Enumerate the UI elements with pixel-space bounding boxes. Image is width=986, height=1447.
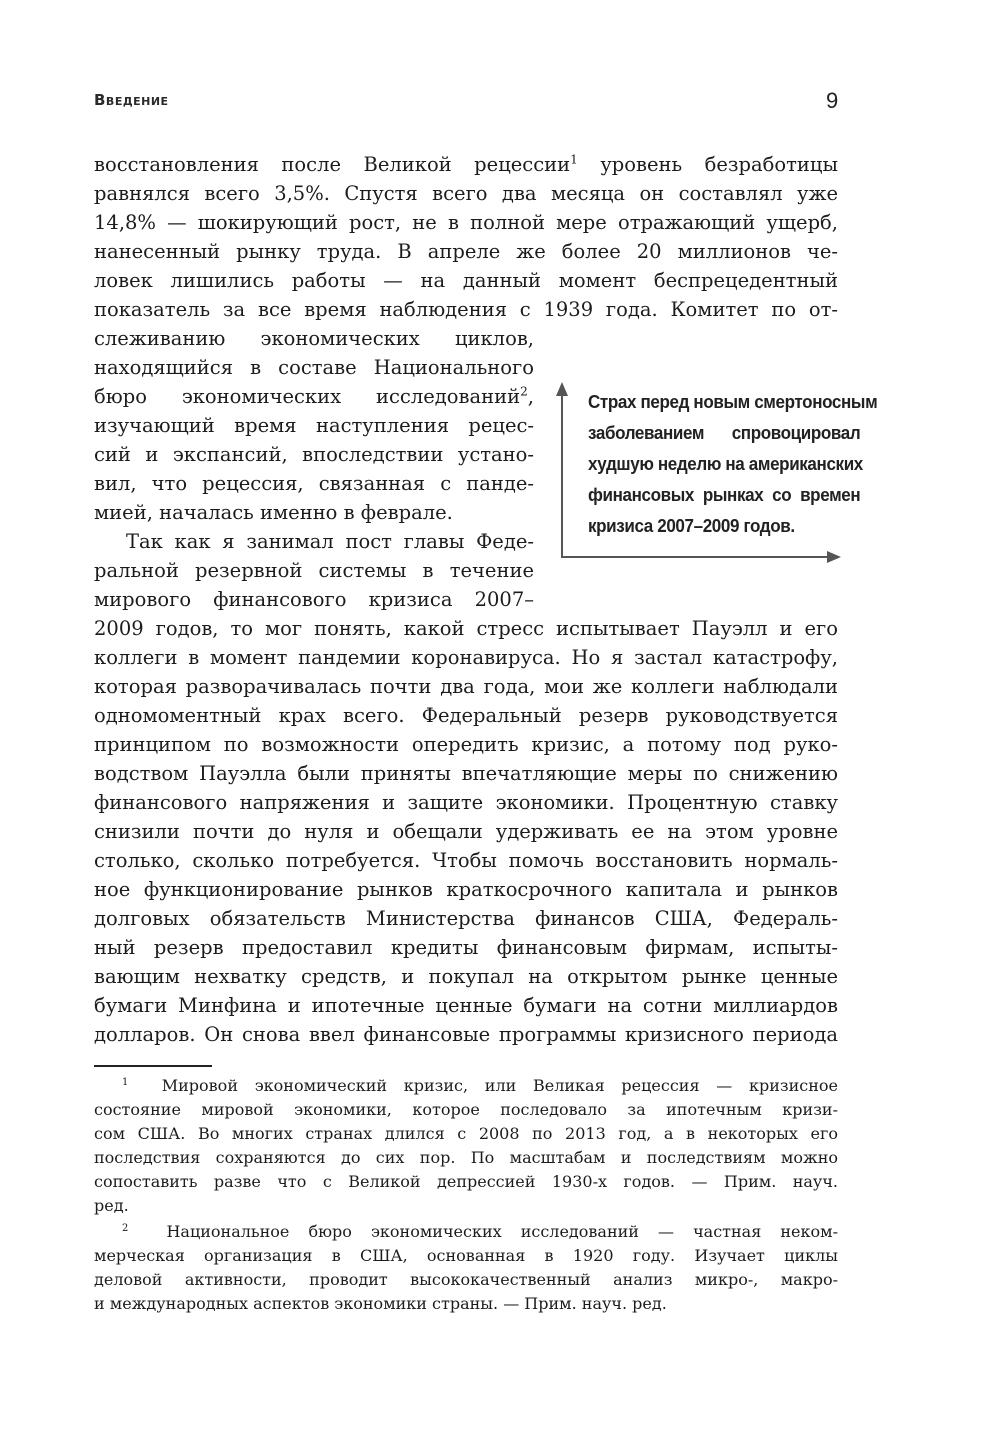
footnote-1-marker: 1: [122, 1076, 129, 1088]
body-line: ный резерв предоставил кредиты финансовым фирмам, испыты-: [94, 936, 838, 959]
pull-quote-line: финансовых рынках со времен: [588, 484, 861, 505]
arrow-up-icon: [556, 382, 568, 396]
pull-quote-vertical-bar: [561, 395, 563, 557]
footnote-1-line: состояние мировой экономики, которое последовало за ипотечным кризи-: [94, 1100, 838, 1119]
body-line: ное функционирование рынков краткосрочного капитала и рынков: [94, 878, 838, 901]
body-line: принципом по возможности опередить кризис, а потому под руко-: [94, 733, 838, 756]
pull-quote-line: заболеванием спровоцировал: [588, 422, 861, 443]
body-line: мией, началась именно в феврале.: [94, 501, 453, 524]
body-line: водством Пауэлла были приняты впечатляющие меры по снижению: [94, 762, 838, 785]
arrow-right-icon: [827, 551, 841, 563]
pull-quote-line: кризиса 2007–2009 годов.: [588, 515, 795, 536]
body-line: слеживанию экономических циклов,: [94, 327, 534, 350]
body-line: ловек лишились работы — на данный момент беспрецедентный: [94, 269, 838, 292]
footnote-1-line: последствия сохраняются до сих пор. По масштабам и последствиям можно: [94, 1148, 838, 1167]
footnote-2-line: деловой активности, проводит высококачественный анализ микро-, макро-: [94, 1270, 838, 1289]
footnote-separator: [94, 1065, 212, 1067]
footnote-2-line: и международных аспектов экономики страны. — Прим. науч. ред.: [94, 1294, 667, 1313]
footnote-1-line: сом США. Во многих странах длился с 2008 по 2013 год, а в некоторых его: [94, 1124, 838, 1143]
body-line: нанесенный рынку труда. В апреле же более 20 миллионов че-: [94, 240, 838, 263]
body-line: мирового финансового кризиса 2007–: [94, 588, 534, 611]
footnote-2-marker: 2: [122, 1222, 129, 1234]
body-line: бумаги Минфина и ипотечные ценные бумаги на сотни миллиардов: [94, 994, 838, 1017]
body-line: 2009 годов, то мог понять, какой стресс испытывает Пауэлл и его: [94, 617, 838, 640]
body-line: столько, сколько потребуется. Чтобы помочь восстановить нормаль-: [94, 849, 838, 872]
footnote-ref-1: 1: [570, 152, 578, 167]
body-line: бюро экономических исследований$^2$,: [94, 384, 534, 408]
body-line: Так как я занимал пост главы Феде-: [126, 530, 534, 553]
body-line: финансового напряжения и защите экономики. Процентную ставку: [94, 791, 838, 814]
body-line: вающим нехватку средств, и покупал на открытом рынке ценные: [94, 965, 838, 988]
pull-quote-line: худшую неделю на американских: [588, 453, 863, 474]
footnote-1-line: ред.: [94, 1196, 129, 1215]
page-number: 9: [826, 88, 839, 113]
footnote-2-line: $^2$ Национальное бюро экономических исследований — частная неком-: [122, 1222, 839, 1241]
pull-quote-horizontal-bar: [561, 556, 829, 558]
body-line: долговых обязательств Министерства финансов США, Федераль-: [94, 907, 838, 930]
footnote-1-line: сопоставить разве что с Великой депрессией 1930-х годов. — Прим. науч.: [94, 1172, 838, 1191]
footnote-2-line: мерческая организация в США, основанная в 1920 году. Изучает циклы: [94, 1246, 838, 1265]
body-line: изучающий время наступления рецес-: [94, 414, 534, 437]
body-line: равнялся всего 3,5%. Спустя всего два месяца он составлял уже: [94, 182, 838, 205]
body-line: восстановления после Великой рецессии$^1$ уровень безработицы: [94, 152, 838, 176]
running-head: Введение: [94, 91, 169, 109]
body-line: показатель за все время наблюдения с 1939 года. Комитет по от-: [94, 298, 838, 321]
body-line: вил, что рецессия, связанная с панде-: [94, 472, 534, 495]
footnote-1-line: $^1$ Мировой экономический кризис, или Великая рецессия — кризисное: [122, 1076, 839, 1095]
pull-quote: [560, 380, 890, 570]
body-line: которая разворачивалась почти два года, мои же коллеги наблюдали: [94, 675, 838, 698]
pull-quote-line: Страх перед новым смертоносным: [588, 391, 878, 412]
body-line: долларов. Он снова ввел финансовые программы кризисного периода: [94, 1023, 838, 1046]
body-line: 14,8% — шокирующий рост, не в полной мере отражающий ущерб,: [94, 211, 838, 234]
body-line: находящийся в составе Национального: [94, 356, 534, 379]
body-line: сий и экспансий, впоследствии устано-: [94, 443, 534, 466]
body-line: одномоментный крах всего. Федеральный резерв руководствуется: [94, 704, 838, 727]
footnote-ref-2: 2: [520, 384, 528, 399]
body-line: снизили почти до нуля и обещали удерживать ее на этом уровне: [94, 820, 838, 843]
body-line: коллеги в момент пандемии коронавируса. Но я застал катастрофу,: [94, 646, 838, 669]
body-line: ральной резервной системы в течение: [94, 559, 534, 582]
